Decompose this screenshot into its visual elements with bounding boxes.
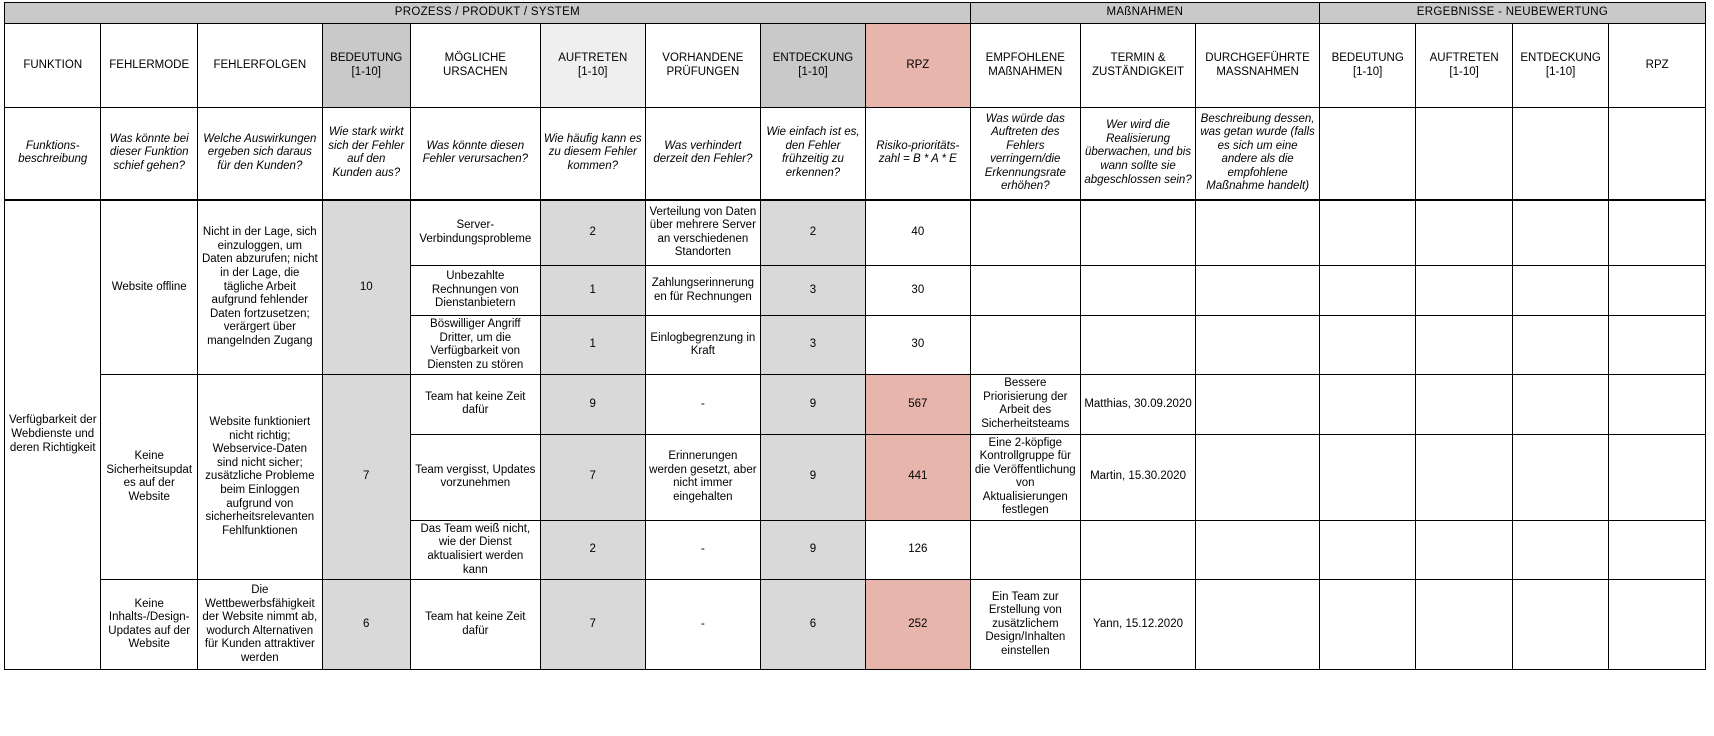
col-empfohlene-massnahmen [970,24,1080,108]
cell-bedeutung: 6 [322,580,410,670]
cell-pruefungen: Erinnerungen werden gesetzt, aber nicht immer eingehalten [645,434,760,520]
col-neu-auftreten-line2: [1-10] [1449,65,1479,78]
col-ursachen-line2: URSACHEN [443,65,508,78]
cell-fehlerfolgen: Website funktioniert nicht richtig; Webservice-Daten sind nicht sicher; zusätzliche Probleme beim Einloggen aufgrund von sicherheitsrelevanten Fehlfunktionen [197,375,322,580]
cell-termin: Matthias, 30.09.2020 [1080,375,1195,434]
table-row [5,200,1706,266]
table-row [5,580,1706,670]
cell-pruefungen: - [645,375,760,434]
cell-entdeckung: 9 [761,375,866,434]
cell-neu-entdeckung [1512,316,1608,375]
cell-neu-bedeutung [1319,434,1415,520]
cell-fehlermode: Keine Inhalts-/Design-Updates auf der Website [101,580,197,670]
cell-termin [1080,200,1195,266]
col-entdeckung [761,24,866,108]
guide-pruefungen: Was verhindert derzeit den Fehler? [645,108,760,200]
cell-rpz: 252 [865,580,970,670]
cell-fehlermode: Website offline [101,200,197,375]
cell-neu-bedeutung [1319,580,1415,670]
cell-neu-rpz [1609,434,1706,520]
cell-neu-entdeckung [1512,200,1608,266]
col-neu-bedeutung [1319,24,1415,108]
cell-neu-auftreten [1416,375,1512,434]
cell-neu-auftreten [1416,200,1512,266]
col-entdeckung-line2: [1-10] [798,65,828,78]
col-durchgefuehrte-massnahmen [1196,24,1320,108]
cell-neu-rpz [1609,200,1706,266]
cell-empfohlene-massnahme [970,520,1080,579]
cell-pruefungen: Zahlungserinnerungen für Rechnungen [645,266,760,316]
cell-neu-entdeckung [1512,266,1608,316]
cell-neu-auftreten [1416,316,1512,375]
col-auftreten-line1: AUFTRETEN [558,51,628,64]
cell-auftreten: 9 [540,375,645,434]
col-neu-rpz: RPZ [1609,24,1706,108]
col-termin-line1: TERMIN & [1110,51,1166,64]
cell-ursache: Server-Verbindungsprobleme [410,200,540,266]
fmea-table [4,2,1706,670]
table-row [5,375,1706,434]
cell-fehlerfolgen: Nicht in der Lage, sich einzuloggen, um Daten abzurufen; nicht in der Lage, die tägliche Arbeit aufgrund fehlender Daten fortzusetzen; verärgert über mangelnden Zugang [197,200,322,375]
cell-funktion: Verfügbarkeit der Webdienste und deren Richtigkeit [5,200,101,670]
cell-durchgefuehrte-massnahme [1196,266,1320,316]
guide-termin: Wer wird die Realisierung überwachen, und bis wann sollte sie abgeschlossen sein? [1080,108,1195,200]
cell-auftreten: 7 [540,580,645,670]
cell-entdeckung: 9 [761,520,866,579]
guide-durchgefuehrte: Beschreibung dessen, was getan wurde (falls es sich um eine andere als die empfohlene Maßnahme handelt) [1196,108,1320,200]
col-fehlermode: FEHLERMODE [101,24,197,108]
cell-rpz: 567 [865,375,970,434]
cell-durchgefuehrte-massnahme [1196,434,1320,520]
cell-empfohlene-massnahme [970,316,1080,375]
col-empfohlene-line1: EMPFOHLENE [985,51,1065,64]
group-header-ergebnisse: ERGEBNISSE - NEUBEWERTUNG [1319,3,1705,24]
col-pruefungen-line2: PRÜFUNGEN [666,65,740,78]
cell-neu-entdeckung [1512,434,1608,520]
cell-auftreten: 1 [540,316,645,375]
cell-neu-bedeutung [1319,316,1415,375]
column-header-row [5,24,1706,108]
guide-auftreten: Wie häufig kann es zu diesem Fehler kommen? [540,108,645,200]
cell-entdeckung: 3 [761,266,866,316]
cell-neu-bedeutung [1319,200,1415,266]
cell-entdeckung: 3 [761,316,866,375]
cell-entdeckung: 6 [761,580,866,670]
cell-rpz: 126 [865,520,970,579]
guide-neu-rpz [1609,108,1706,200]
guide-fehlerfolgen: Welche Auswirkungen ergeben sich daraus für den Kunden? [197,108,322,200]
col-neu-entdeckung-line2: [1-10] [1545,65,1576,78]
guide-fehlermode: Was könnte bei dieser Funktion schief gehen? [101,108,197,200]
cell-neu-auftreten [1416,434,1512,520]
cell-ursache: Team hat keine Zeit dafür [410,375,540,434]
cell-rpz: 40 [865,200,970,266]
cell-durchgefuehrte-massnahme [1196,316,1320,375]
cell-neu-rpz [1609,580,1706,670]
col-vorhandene-pruefungen [645,24,760,108]
cell-neu-auftreten [1416,266,1512,316]
col-neu-entdeckung-line1: ENTDECKUNG [1520,51,1601,64]
cell-empfohlene-massnahme: Bessere Priorisierung der Arbeit des Sicherheitsteams [970,375,1080,434]
cell-durchgefuehrte-massnahme [1196,200,1320,266]
cell-neu-entdeckung [1512,520,1608,579]
col-neu-auftreten [1416,24,1512,108]
guide-rpz: Risiko-prioritäts-zahl = B * A * E [865,108,970,200]
cell-neu-entdeckung [1512,375,1608,434]
col-termin-zustaendigkeit [1080,24,1195,108]
cell-ursache: Böswilliger Angriff Dritter, um die Verfügbarkeit von Diensten zu stören [410,316,540,375]
cell-termin: Yann, 15.12.2020 [1080,580,1195,670]
col-ursachen-line1: MÖGLICHE [444,51,506,64]
col-rpz: RPZ [865,24,970,108]
guide-ursachen: Was könnte diesen Fehler verursachen? [410,108,540,200]
col-fehlerfolgen: FEHLERFOLGEN [197,24,322,108]
guidance-row [5,108,1706,200]
cell-pruefungen: - [645,520,760,579]
col-auftreten [540,24,645,108]
col-neu-entdeckung [1512,24,1608,108]
cell-auftreten: 2 [540,200,645,266]
cell-neu-rpz [1609,520,1706,579]
group-header-massnahmen: MAßNAHMEN [970,3,1319,24]
cell-pruefungen: - [645,580,760,670]
cell-neu-auftreten [1416,520,1512,579]
cell-neu-rpz [1609,316,1706,375]
col-auftreten-line2: [1-10] [578,65,608,78]
col-bedeutung-line1: BEDEUTUNG [330,51,403,64]
col-neu-bedeutung-line1: BEDEUTUNG [1331,51,1404,64]
cell-entdeckung: 9 [761,434,866,520]
guide-entdeckung: Wie einfach ist es, den Fehler frühzeitig zu erkennen? [761,108,866,200]
cell-neu-entdeckung [1512,580,1608,670]
cell-auftreten: 1 [540,266,645,316]
col-termin-line2: ZUSTÄNDIGKEIT [1092,65,1185,78]
cell-empfohlene-massnahme: Ein Team zur Erstellung von zusätzlichem Design/Inhalten einstellen [970,580,1080,670]
cell-termin [1080,520,1195,579]
cell-fehlermode: Keine Sicherheitsupdates auf der Website [101,375,197,580]
cell-auftreten: 7 [540,434,645,520]
cell-termin [1080,316,1195,375]
cell-ursache: Team vergisst, Updates vorzunehmen [410,434,540,520]
cell-rpz: 30 [865,316,970,375]
cell-entdeckung: 2 [761,200,866,266]
cell-ursache: Das Team weiß nicht, wie der Dienst aktualisiert werden kann [410,520,540,579]
col-durchgefuehrte-line2: MASSNAHMEN [1216,65,1299,78]
cell-durchgefuehrte-massnahme [1196,580,1320,670]
cell-termin: Martin, 15.30.2020 [1080,434,1195,520]
cell-bedeutung: 7 [322,375,410,580]
cell-fehlerfolgen: Die Wettbewerbsfähigkeit der Website nimmt ab, wodurch Alternativen für Kunden attraktiver werden [197,580,322,670]
cell-pruefungen: Verteilung von Daten über mehrere Server an verschiedenen Standorten [645,200,760,266]
cell-auftreten: 2 [540,520,645,579]
col-entdeckung-line1: ENTDECKUNG [772,51,854,64]
guide-neu-bedeutung [1319,108,1415,200]
col-neu-bedeutung-line2: [1-10] [1352,65,1383,78]
cell-neu-bedeutung [1319,266,1415,316]
cell-neu-bedeutung [1319,520,1415,579]
cell-termin [1080,266,1195,316]
guide-neu-entdeckung [1512,108,1608,200]
cell-neu-bedeutung [1319,375,1415,434]
col-neu-auftreten-line1: AUFTRETEN [1429,51,1499,64]
col-moegliche-ursachen [410,24,540,108]
cell-rpz: 441 [865,434,970,520]
guide-bedeutung: Wie stark wirkt sich der Fehler auf den Kunden aus? [322,108,410,200]
cell-ursache: Unbezahlte Rechnungen von Dienstanbietern [410,266,540,316]
cell-empfohlene-massnahme: Eine 2-köpfige Kontrollgruppe für die Veröffentlichung von Aktualisierungen festlegen [970,434,1080,520]
cell-bedeutung: 10 [322,200,410,375]
group-header-row [5,3,1706,24]
cell-empfohlene-massnahme [970,200,1080,266]
col-empfohlene-line2: MAßNAHMEN [988,65,1063,78]
cell-neu-rpz [1609,375,1706,434]
col-bedeutung [322,24,410,108]
col-funktion: FUNKTION [5,24,101,108]
cell-rpz: 30 [865,266,970,316]
guide-funktion: Funktions-beschreibung [5,108,101,200]
col-durchgefuehrte-line1: DURCHGEFÜHRTE [1205,51,1310,64]
cell-durchgefuehrte-massnahme [1196,375,1320,434]
guide-empfohlene: Was würde das Auftreten des Fehlers verringern/die Erkennungsrate erhöhen? [970,108,1080,200]
cell-empfohlene-massnahme [970,266,1080,316]
cell-durchgefuehrte-massnahme [1196,520,1320,579]
cell-neu-rpz [1609,266,1706,316]
guide-neu-auftreten [1416,108,1512,200]
col-bedeutung-line2: [1-10] [351,65,381,78]
cell-pruefungen: Einlogbegrenzung in Kraft [645,316,760,375]
cell-ursache: Team hat keine Zeit dafür [410,580,540,670]
group-header-prozess: PROZESS / PRODUKT / SYSTEM [5,3,971,24]
cell-neu-auftreten [1416,580,1512,670]
col-pruefungen-line1: VORHANDENE [662,51,744,64]
